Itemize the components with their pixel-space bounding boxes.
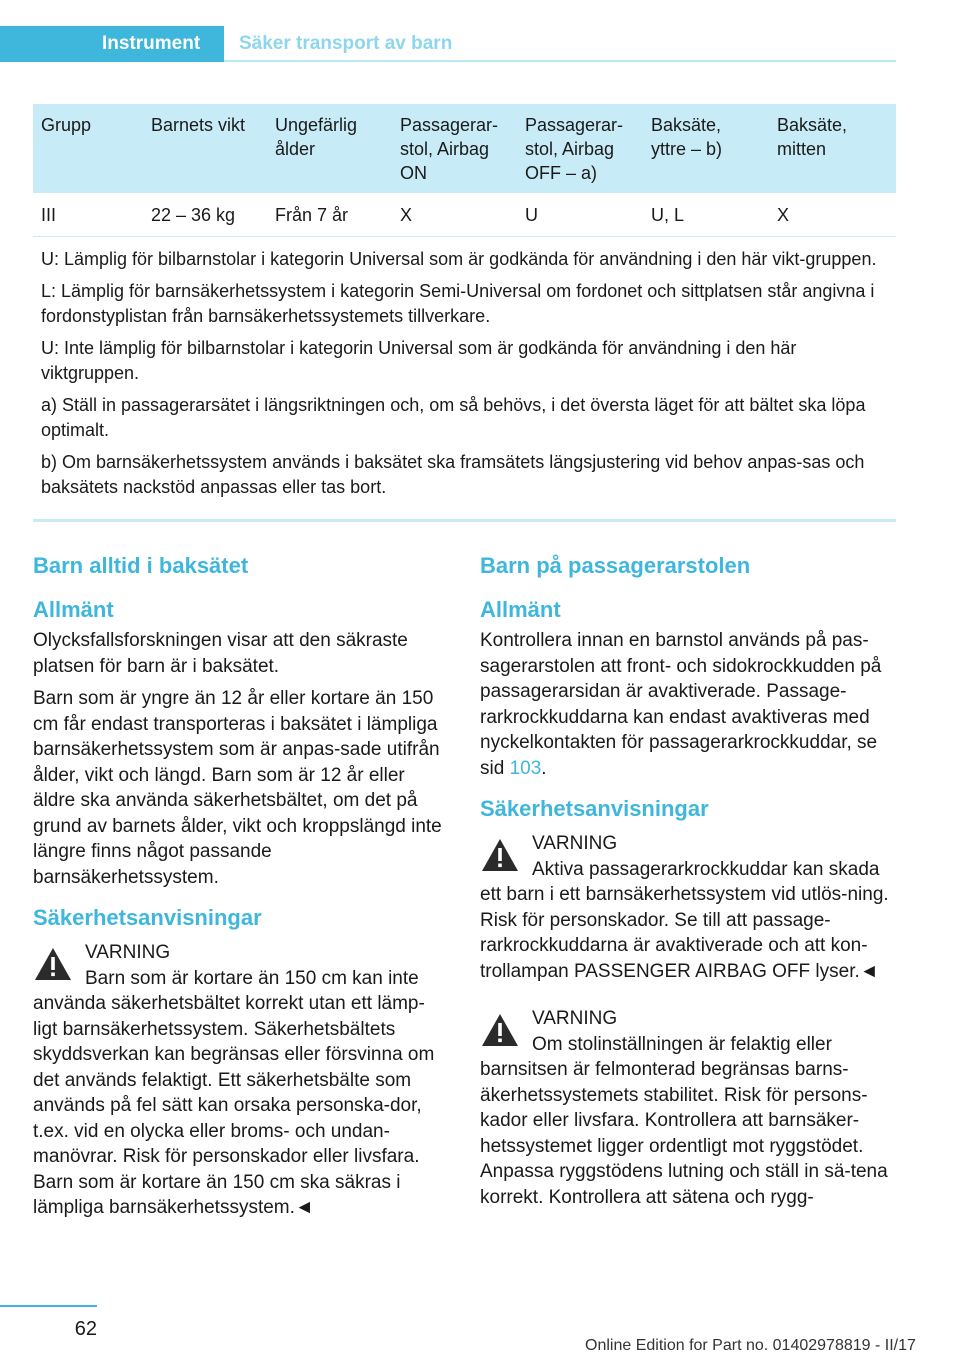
table-footnote: b) Om barnsäkerhetssystem används i baksätet ska framsätets längsjustering vid behov anpas-sas och baksätets nackstöd anpassas eller tas bort. bbox=[41, 452, 865, 497]
subheading-safety: Säkerhetsanvisningar bbox=[480, 796, 709, 821]
table-cell: U bbox=[525, 204, 538, 225]
table-cell: X bbox=[777, 204, 790, 225]
edition-text: Online Edition for Part no. 01402978819 - II/17 bbox=[585, 1337, 916, 1354]
table-header-cell: Barnets vikt bbox=[151, 115, 246, 135]
warning-block bbox=[480, 1006, 893, 1210]
warning-title: VARNING bbox=[85, 942, 171, 963]
subheading-general: Allmänt bbox=[33, 597, 114, 622]
table-cell: III bbox=[41, 204, 57, 225]
table-header-cell: Baksäte, mitten bbox=[777, 115, 848, 159]
table-bottom-rule bbox=[33, 519, 896, 522]
child-seat-table bbox=[33, 104, 896, 522]
warning-text: Barn som är kortare än 150 cm kan inte använda säkerhetsbältet korrekt utan ett lämp-ligt barnsäkerhetssystem. Säkerhetsbältets skyddsverkan kan begränsas eller försvinna om det används felaktigt. Ett säkerhetsbälte som används på fel sätt kan orsaka personska-dor, t.ex. vid en olycka eller broms- och undan-manövrar. Risk för personskador eller livsfara. Barn som är kortare än 150 cm ska säkras i lämpliga barnsäkerhetssystem.◄ bbox=[33, 967, 435, 1218]
warning-block bbox=[33, 940, 446, 1221]
section-heading: Barn på passagerarstolen bbox=[480, 553, 751, 578]
subheading-safety: Säkerhetsanvisningar bbox=[33, 905, 262, 930]
left-column bbox=[33, 552, 446, 1221]
warning-triangle-icon bbox=[480, 1012, 520, 1048]
warning-block bbox=[480, 831, 893, 984]
table-header-cell: Baksäte, yttre – b) bbox=[651, 115, 723, 159]
warning-triangle-icon bbox=[480, 837, 520, 873]
warning-text: Aktiva passagerarkrockkuddar kan skada ett barn i ett barnsäkerhetssystem vid utlös-ning. Risk för personskador. Se till att passage-rarkrockkuddarna är avaktiverade och att kon-trollampan PASSENGER AIRBAG OFF lyser.◄ bbox=[480, 858, 889, 982]
table-header-cell: Passagerar- stol, Airbag OFF – a) bbox=[525, 115, 624, 183]
warning-text: Om stolinställningen är felaktig eller barnsitsen är felmonterad begränsas barns-äkerhetssystemets stabilitet. Risk för persons-kador eller livsfara. Kontrollera att barnsäker-hetssystemet ligger ordentligt mot ryggstödet. Anpassa ryggstödens lutning och ställ in sä-tena korrekt. Kontrollera att sätena och rygg- bbox=[480, 1033, 888, 1208]
table-header-cell: Passagerar- stol, Airbag ON bbox=[400, 115, 499, 183]
table-cell: X bbox=[400, 204, 413, 225]
footer-rule bbox=[0, 1305, 97, 1307]
table-cell: U, L bbox=[651, 204, 685, 225]
table-footnotes bbox=[33, 237, 896, 519]
table-header-row bbox=[33, 104, 896, 193]
section-heading: Barn alltid i baksätet bbox=[33, 553, 249, 578]
header-chapter-title: Säker transport av barn bbox=[239, 33, 453, 54]
right-column bbox=[480, 552, 893, 1210]
table-footnote: U: Inte lämplig för bilbarnstolar i kategorin Universal som är godkända för användning i den här viktgruppen. bbox=[41, 338, 797, 383]
paragraph: Kontrollera innan en barnstol används på pas-sagerarstolen att front- och sidokrockkudden på passagerarsidan är avaktiverade. Passage-rarkrockkuddarna kan endast avaktiveras med nyckelkontakten för passagerarkrockkuddar, se sid 103. bbox=[480, 630, 882, 779]
header-section-tab: Instrument bbox=[0, 26, 224, 62]
table-footnote: L: Lämplig för barnsäkerhetssystem i kategorin Semi-Universal om fordonet och sittplatsen står angivna i fordonstyplistan från barnsäkerhetssystemets tillverkare. bbox=[41, 281, 875, 326]
header-rule bbox=[224, 60, 896, 62]
table-footnote: a) Ställ in passagerarsätet i längsriktningen och, om så behövs, i det översta läget för att bältet ska löpa optimalt. bbox=[41, 395, 866, 440]
table-row bbox=[33, 193, 896, 237]
table-header-cell: Ungefärlig ålder bbox=[275, 115, 358, 159]
table-footnote: U: Lämplig för bilbarnstolar i kategorin Universal som är godkända för användning i den här vikt-gruppen. bbox=[41, 249, 877, 269]
warning-triangle-icon bbox=[33, 946, 73, 982]
table-header-cell: Grupp bbox=[41, 115, 92, 135]
warning-title: VARNING bbox=[532, 1008, 618, 1029]
table-cell: Från 7 år bbox=[275, 204, 349, 225]
page-reference-link[interactable]: 103 bbox=[509, 757, 542, 779]
paragraph: Barn som är yngre än 12 år eller kortare än 150 cm får endast transporteras i baksätet i lämpliga barnsäkerhetssystem som är anpas-sade utifrån ålder, vikt och längd. Barn som är 12 år eller äldre ska använda säkerhetsbältet, om det på grund av barnets ålder, vikt och kroppslängd inte längre finns något passande barnsäkerhetssystem. bbox=[33, 688, 442, 888]
page-number: 62 bbox=[74, 1318, 97, 1340]
table-cell: 22 – 36 kg bbox=[151, 204, 236, 225]
warning-title: VARNING bbox=[532, 833, 618, 854]
paragraph: Olycksfallsforskningen visar att den säkraste platsen för barn är i baksätet. bbox=[33, 630, 408, 677]
subheading-general: Allmänt bbox=[480, 597, 561, 622]
